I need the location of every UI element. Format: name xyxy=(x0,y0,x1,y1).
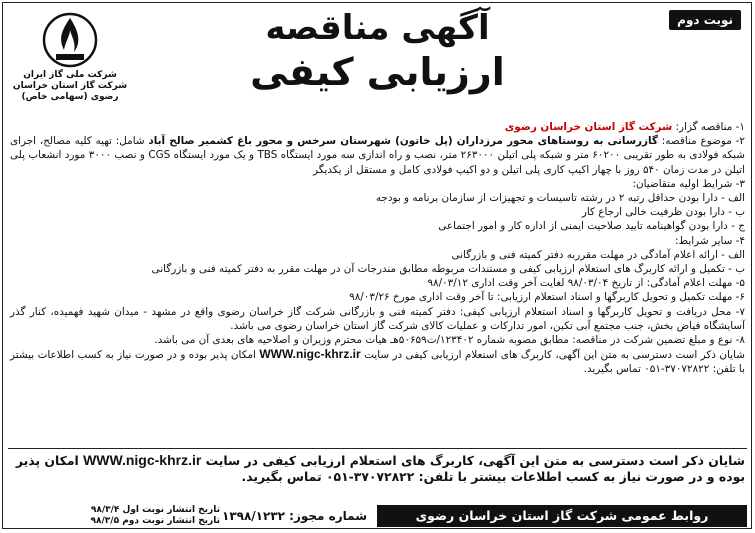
item-7: ۷- محل دریافت و تحویل کاربرگها و اسناد استعلام ارزیابی کیفی: دفتر کمیته فنی و بازرگانی شرکت گاز خراسان رضوی واقع در مشهد - میدان شهید فهمیده، کنار گذر آسایشگاه فیاض بخش، جنب مجتمع آبی تکین، امور تدارکات و عملیات کالای شرکت گاز استان خراسان رضوی می باشد. xyxy=(10,305,745,332)
item-4-a: الف - ارائه اعلام آمادگی در مهلت مقرربه دفتر کمیته فنی و بازرگانی xyxy=(451,248,745,261)
item-5: ۵- مهلت اعلام آمادگی: از تاریخ ۹۸/۰۳/۰۴ لغایت آخر وقت اداری ۹۸/۰۳/۱۲ xyxy=(427,277,745,290)
item-4: ۴- سایر شرایط: xyxy=(674,234,745,247)
website-link-note[interactable]: WWW.nigc-khrz.ir xyxy=(83,452,202,468)
gas-flame-logo-icon xyxy=(42,10,98,70)
item-9: شایان ذکر است دسترسی به متن این آگهی، کاربرگ های استعلام ارزیابی کیفی در سایت WWW.nigc-khrz.ir امکان پذیر بوده و در صورت نیاز به کسب اطلاعات بیشتر با تلفن: ۳۷۰۷۲۸۲۲-۰۵۱ تماس بگیرید. xyxy=(10,347,745,376)
footer xyxy=(8,505,747,527)
publish-date-second: تاریخ انتشار نوبت دوم ۹۸/۳/۵ xyxy=(90,516,220,526)
round-badge: نوبت دوم xyxy=(669,10,741,30)
item-3: ۳- شرایط اولیه متقاضیان: xyxy=(632,177,745,190)
ad-title: آگهی مناقصه xyxy=(265,8,490,48)
contact-note: شایان ذکر است دسترسی به متن این آگهی، کاربرگ های استعلام ارزیابی کیفی در سایت WWW.nigc-khrz.ir امکان پذیر بوده و در صورت نیاز به کسب اطلاعات بیشتر با تلفن: ۳۷۰۷۲۸۲۲-۰۵۱ تماس بگیرید. xyxy=(15,452,745,484)
item-3-a: الف - دارا بودن حداقل رتبه ۲ در رشته تاسیسات و تجهیزات از سازمان برنامه و بودجه xyxy=(375,192,745,205)
item-3-c: ج - دارا بودن گواهینامه تایید صلاحیت ایمنی از اداره کار و امور اجتماعی xyxy=(438,220,745,233)
permit-number: شماره مجوز: ۱۳۹۸/۱۲۳۲ xyxy=(222,509,367,523)
publish-dates xyxy=(10,505,220,527)
item-2: ۲- موضوع مناقصه: گازرسانی به روستاهای محور مرزداران (پل خاتون) شهرستان سرخس و محور باغ کشمیر صالح آباد شامل: تهیه کلیه مصالح، اجرای شبکه فولادی به طور تقریبی ۶۰۲۰۰ متر و شبکه پلی اتیلن ۲۶۳۰۰۰ متر، نصب و راه اندازی سه مورد ایستگاه TBS و یک مورد ایستگاه CGS و نصب ۳۰۰۰ مورد انشعاب پلی اتیلن در مدت زمان ۵۴۰ روز با چهار اکیپ کاری پلی اتیلن و دو اکیپ فولادی کامل و مستقل از یکدیگر xyxy=(10,135,745,176)
company-logo xyxy=(10,10,130,116)
item-4-b: ب - تکمیل و ارائه کاربرگ های استعلام ارزیابی کیفی و مستندات مربوطه مطابق مندرجات آن در مهلت مقرر به دفتر کمیته فنی و بازرگانی xyxy=(151,263,745,276)
item-8: ۸- نوع و مبلغ تضمین شرکت در مناقصه: مطابق مصوبه شماره ۱۲۳۴۰۲/ت۵۰۶۵۹هـ هیات محترم وزیران و اصلاحیه های بعدی آن می باشد. xyxy=(154,334,745,347)
logo-line-3: رضوی (سهامی خاص) xyxy=(21,92,119,102)
tenderer-name: شرکت گاز استان خراسان رضوی xyxy=(504,121,673,133)
item-3-b: ب - دارا بودن ظرفیت خالی ارجاع کار xyxy=(581,206,745,219)
logo-line-1: شرکت ملی گاز ایران xyxy=(23,70,117,80)
item-1: ۱- مناقصه گزار: شرکت گاز استان خراسان رضوی xyxy=(504,121,745,133)
divider xyxy=(8,448,747,449)
public-relations-banner: روابط عمومی شرکت گاز استان خراسان رضوی xyxy=(377,505,747,527)
logo-line-2: شرکت گاز استان خراسان xyxy=(12,81,128,91)
item-6: ۶- مهلت تکمیل و تحویل کاربرگها و اسناد استعلام ارزیابی: تا آخر وقت اداری مورخ ۹۸/۰۳/۲۶ xyxy=(349,291,745,304)
website-link[interactable]: WWW.nigc-khrz.ir xyxy=(259,347,361,362)
publish-date-first: تاریخ انتشار نوبت اول ۹۸/۳/۴ xyxy=(90,505,220,515)
ad-subtitle: ارزیابی کیفی xyxy=(250,50,505,94)
ad-body xyxy=(10,120,745,377)
